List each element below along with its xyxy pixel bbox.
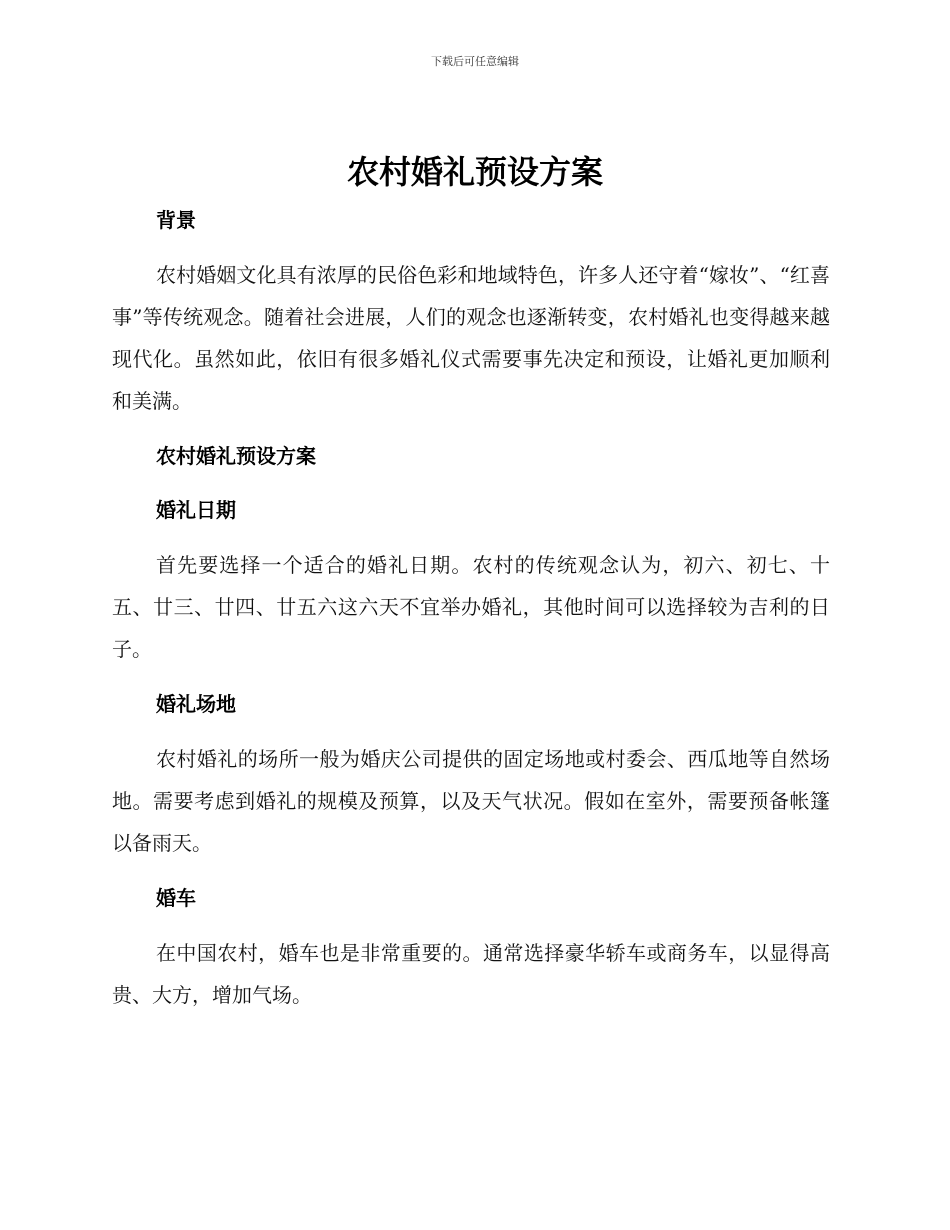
section-paragraph-background: 农村婚姻文化具有浓厚的民俗色彩和地域特色，许多人还守着“嫁妆”、“红喜事”等传统观念。随着社会进展，人们的观念也逐渐转变，农村婚礼也变得越来越现代化。虽然如此，依旧有很多婚礼仪式需要事先决定和预设，让婚礼更加顺利和美满。 xyxy=(112,263,830,413)
section-heading-wedding-car: 婚车 xyxy=(156,886,196,910)
document-title: 农村婚礼预设方案 xyxy=(346,153,603,191)
header-note: 下载后可任意编辑 xyxy=(431,55,519,68)
section-paragraph-wedding-venue: 农村婚礼的场所一般为婚庆公司提供的固定场地或村委会、西瓜地等自然场地。需要考虑到婚礼的规模及预算，以及天气状况。假如在室外，需要预备帐篷以备雨天。 xyxy=(112,747,830,855)
section-paragraph-wedding-date: 首先要选择一个适合的婚礼日期。农村的传统观念认为，初六、初七、十五、廿三、廿四、廿五六这六天不宜举办婚礼，其他时间可以选择较为吉利的日子。 xyxy=(112,553,830,661)
document-body xyxy=(112,200,830,1016)
section-paragraph-wedding-car: 在中国农村，婚车也是非常重要的。通常选择豪华轿车或商务车，以显得高贵、大方，增加气场。 xyxy=(112,941,830,1007)
section-heading-wedding-venue: 婚礼场地 xyxy=(156,692,236,716)
section-heading-wedding-date: 婚礼日期 xyxy=(156,498,236,522)
section-heading-plan: 农村婚礼预设方案 xyxy=(156,444,316,468)
section-heading-background: 背景 xyxy=(156,208,196,232)
